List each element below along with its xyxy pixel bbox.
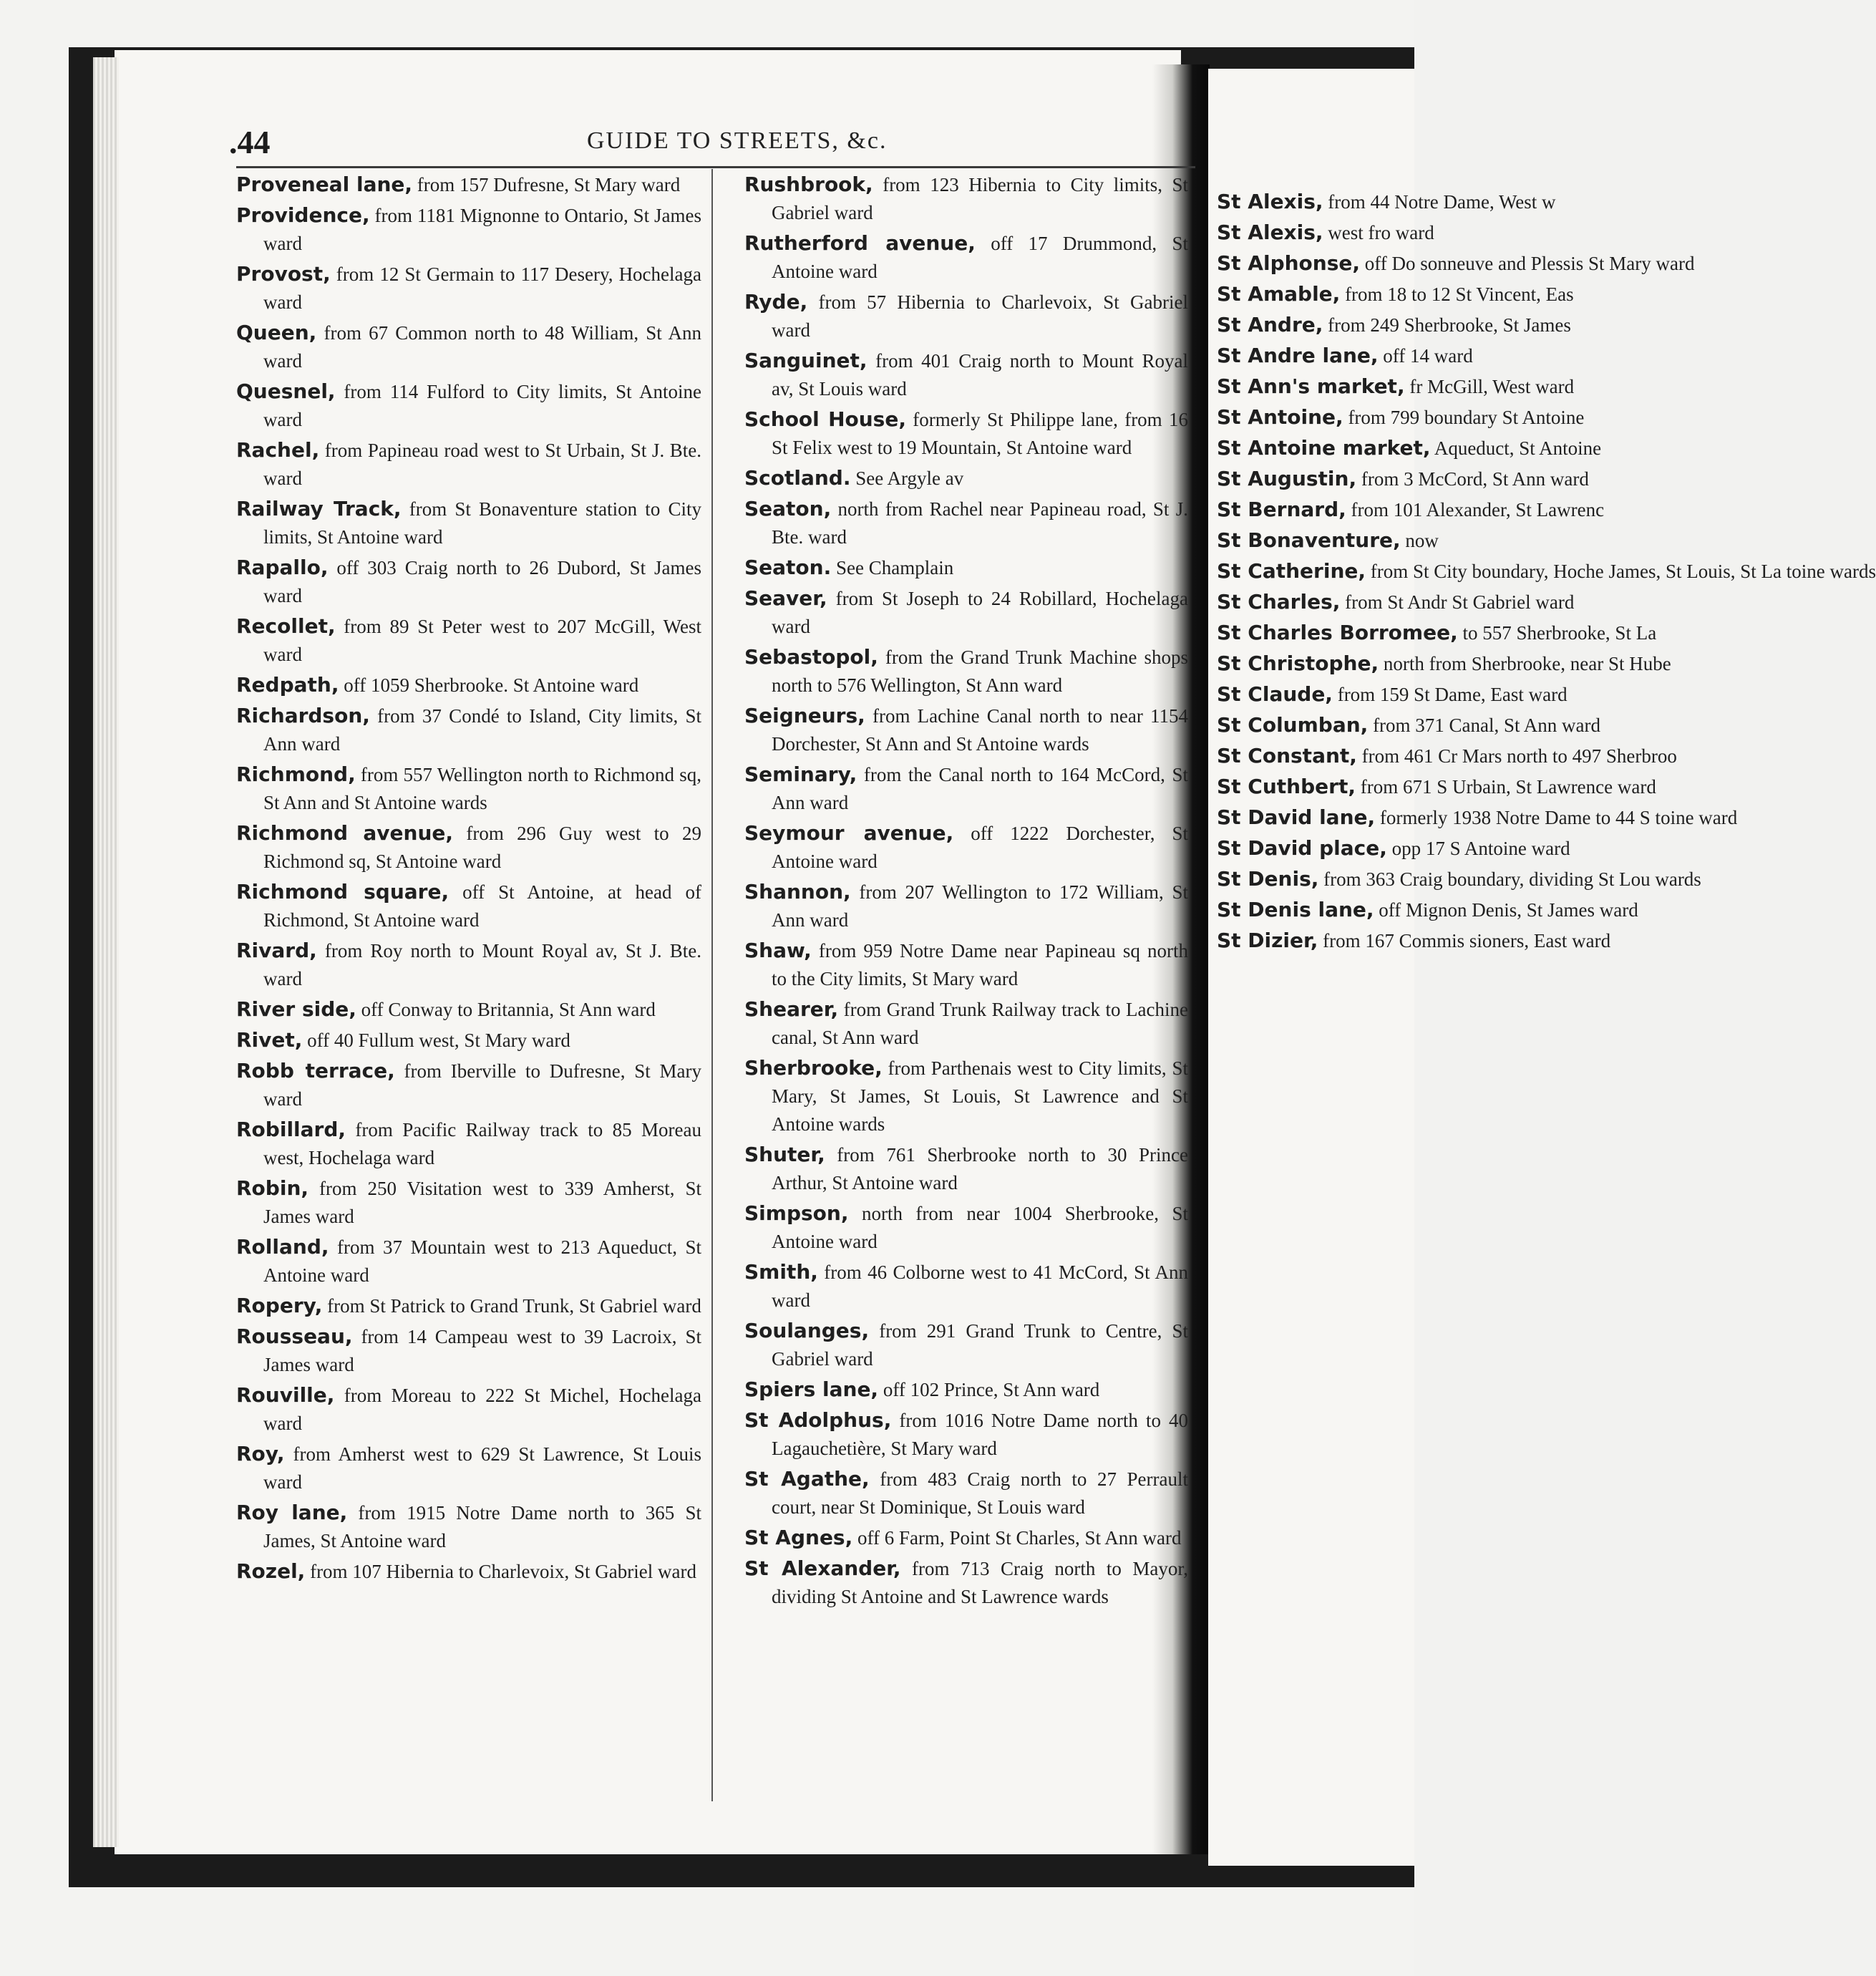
street-entry [236, 436, 701, 493]
street-description: from 483 Craig north to 27 Perrault court, near St Dominique, St Louis ward [772, 1468, 1189, 1518]
street-name: St Catherine, [1217, 559, 1366, 583]
street-description: from 57 Hibernia to Charlevoix, St Gabriel ward [772, 291, 1188, 341]
street-entry [744, 464, 1188, 493]
street-entry [744, 347, 1188, 403]
street-description: from Papineau road west to St Urbain, St J. Bte. ward [263, 440, 701, 489]
street-name: Seaton, [744, 497, 832, 520]
street-entry [744, 495, 1188, 551]
street-name: St Charles, [1217, 590, 1341, 614]
street-description: from Grand Trunk Railway track to Lachine canal, St Ann ward [772, 999, 1188, 1048]
street-description: west fro ward [1323, 222, 1434, 243]
street-description: from 1181 Mignonne to Ontario, St James ward [263, 205, 701, 254]
street-name: St Alexis, [1217, 190, 1323, 213]
street-description: from 1915 Notre Dame north to 365 St James, St Antoine ward [263, 1502, 701, 1551]
street-entry [236, 1292, 701, 1320]
street-description: from 114 Fulford to City limits, St Antoine ward [263, 381, 701, 430]
street-description: from 207 Wellington to 172 William, St Ann ward [772, 881, 1188, 931]
street-name: Ropery, [236, 1294, 323, 1317]
street-entry [744, 1524, 1188, 1552]
street-name: Rousseau, [236, 1324, 353, 1348]
street-description: from 44 Notre Dame, West w [1323, 191, 1556, 213]
street-name: Rivard, [236, 939, 317, 962]
street-entry [1217, 926, 1611, 955]
street-entry [744, 405, 1188, 462]
street-name: St Adolphus, [744, 1408, 892, 1432]
street-entry [1217, 311, 1571, 339]
street-entry [744, 170, 1188, 227]
street-entry [1217, 188, 1556, 216]
street-entry [744, 1406, 1188, 1463]
street-name: River side, [236, 997, 356, 1021]
street-entry [1217, 403, 1585, 432]
street-description: from the Canal north to 164 McCord, St Ann ward [772, 764, 1188, 813]
street-entry [1217, 680, 1568, 709]
street-description: from Parthenais west to City limits, St Mary, St James, St Louis, St Lawrence and St Antoine wards [772, 1057, 1188, 1135]
street-entry [1217, 249, 1695, 278]
street-description: from St Patrick to Grand Trunk, St Gabriel ward [322, 1295, 701, 1317]
street-entry [744, 995, 1188, 1052]
street-description: from 167 Commis sioners, East ward [1318, 930, 1611, 951]
street-name: Rushbrook, [744, 173, 873, 196]
street-name: Seminary, [744, 762, 857, 786]
street-entry [744, 1465, 1188, 1521]
street-entry [1217, 865, 1701, 893]
street-name: Providence, [236, 203, 370, 227]
street-description: from 401 Craig north to Mount Royal av, St Louis ward [772, 350, 1188, 399]
street-name: St Bonaventure, [1217, 528, 1401, 552]
street-name: Richmond avenue, [236, 821, 454, 845]
street-name: St David place, [1217, 836, 1387, 860]
street-description: from 157 Dufresne, St Mary ward [412, 174, 681, 195]
street-entry [1217, 896, 1638, 924]
street-entry [236, 319, 701, 375]
street-description: from 291 Grand Trunk to Centre, St Gabriel ward [772, 1320, 1188, 1370]
street-name: Rouville, [236, 1383, 335, 1407]
street-entry [744, 229, 1188, 286]
street-description: from Roy north to Mount Royal av, St J. Bte. ward [263, 940, 701, 989]
street-name: St Cuthbert, [1217, 775, 1356, 798]
street-name: Shannon, [744, 880, 851, 904]
street-description: from 371 Canal, St Ann ward [1368, 715, 1601, 736]
street-entry [1217, 588, 1575, 616]
street-description: Aqueduct, St Antoine [1430, 437, 1602, 459]
street-name: Smith, [744, 1260, 818, 1284]
street-name: Simpson, [744, 1201, 849, 1225]
street-description: off 1222 Dorchester, St Antoine ward [772, 823, 1188, 872]
street-name: St Alexis, [1217, 221, 1323, 244]
street-description: formerly 1938 Notre Dame to 44 S toine ward [1375, 807, 1738, 828]
street-description: from Pacific Railway track to 85 Moreau west, Hochelaga ward [263, 1119, 701, 1168]
street-entry [1217, 803, 1738, 832]
street-description: from St Bonaventure station to City limits, St Antoine ward [263, 498, 701, 548]
street-description: from Iberville to Dufresne, St Mary ward [263, 1060, 701, 1110]
street-description: from Lachine Canal north to near 1154 Dorchester, St Ann and St Antoine wards [772, 705, 1188, 755]
street-entry [744, 553, 1188, 582]
page-edges [93, 57, 119, 1847]
street-name: Rozel, [236, 1559, 306, 1583]
street-name: St Alexander, [744, 1556, 901, 1580]
street-name: St Columban, [1217, 713, 1369, 737]
street-entry [744, 1375, 1188, 1404]
street-entry [744, 643, 1188, 699]
street-description: from 363 Craig boundary, dividing St Lou wards [1318, 868, 1701, 890]
street-name: Richmond square, [236, 880, 449, 904]
street-entry [236, 377, 701, 434]
street-entry [744, 288, 1188, 344]
street-description: off 1059 Sherbrooke. St Antoine ward [339, 674, 639, 696]
street-name: Seaton. [744, 556, 832, 579]
street-name: Roy, [236, 1442, 285, 1466]
street-name: Richmond, [236, 762, 356, 786]
street-description: north from Sherbrooke, near St Hube [1379, 653, 1671, 674]
street-description: from 12 St Germain to 117 Desery, Hochelaga ward [263, 263, 701, 313]
street-entry [1217, 434, 1602, 462]
street-name: St Agnes, [744, 1526, 853, 1549]
street-description: now [1400, 530, 1439, 551]
street-name: Richardson, [236, 704, 370, 727]
street-entry [1217, 342, 1473, 370]
street-name: St Augustin, [1217, 467, 1357, 490]
street-description: fr McGill, West ward [1404, 376, 1575, 397]
street-entry [236, 1498, 701, 1555]
street-name: Redpath, [236, 673, 339, 697]
street-name: Sebastopol, [744, 645, 878, 669]
street-name: Proveneal lane, [236, 173, 413, 196]
street-entry [1217, 372, 1575, 401]
street-entry [1217, 280, 1574, 309]
street-name: St Amable, [1217, 282, 1341, 306]
street-entry [236, 612, 701, 669]
street-name: Railway Track, [236, 497, 402, 520]
street-entry [236, 1115, 701, 1172]
street-entry [744, 1199, 1188, 1256]
street-name: Rolland, [236, 1235, 329, 1259]
street-entry [236, 260, 701, 316]
street-name: St Antoine market, [1217, 436, 1431, 460]
street-description: from 296 Guy west to 29 Richmond sq, St Antoine ward [263, 823, 701, 872]
street-description: from St City boundary, Hoche James, St Louis, St La toine wards [1366, 561, 1876, 582]
street-description: off 102 Prince, St Ann ward [878, 1379, 1100, 1400]
street-name: Sherbrooke, [744, 1056, 883, 1080]
street-entry [236, 1057, 701, 1113]
left-column [236, 170, 701, 1588]
street-entry [744, 1054, 1188, 1138]
street-name: Provost, [236, 262, 331, 286]
street-name: Rapallo, [236, 556, 329, 579]
street-description: from 37 Condé to Island, City limits, St Ann ward [263, 705, 701, 755]
street-description: from 461 Cr Mars north to 497 Sherbroo [1356, 745, 1677, 767]
street-entry [744, 1140, 1188, 1197]
street-name: St Antoine, [1217, 405, 1343, 429]
street-entry [744, 819, 1188, 876]
street-entry [1217, 711, 1601, 740]
street-description: from 671 S Urbain, St Lawrence ward [1355, 776, 1656, 798]
street-description: See Champlain [831, 557, 954, 578]
street-name: Shaw, [744, 939, 812, 962]
street-description: north from near 1004 Sherbrooke, St Antoine ward [772, 1203, 1188, 1252]
street-entry [236, 170, 701, 199]
page-number: .44 [229, 124, 271, 160]
street-description: from 101 Alexander, St Lawrenc [1346, 499, 1605, 520]
street-name: Seymour avenue, [744, 821, 954, 845]
street-name: Sanguinet, [744, 349, 867, 372]
street-entry [744, 936, 1188, 993]
header-rule [236, 166, 1195, 168]
street-description: from 89 St Peter west to 207 McGill, West ward [263, 616, 701, 665]
street-name: St David lane, [1217, 805, 1376, 829]
street-entry [236, 1233, 701, 1289]
street-entry [236, 760, 701, 817]
street-name: Shuter, [744, 1143, 825, 1166]
street-name: Spiers lane, [744, 1377, 879, 1401]
street-name: St Christophe, [1217, 652, 1379, 675]
street-name: St Dizier, [1217, 929, 1318, 952]
running-head: GUIDE TO STREETS, &c. [587, 127, 888, 154]
street-description: to 557 Sherbrooke, St La [1457, 622, 1657, 644]
street-name: St Claude, [1217, 682, 1333, 706]
street-description: from 3 McCord, St Ann ward [1356, 468, 1589, 490]
street-description: from 123 Hibernia to City limits, St Gabriel ward [772, 174, 1188, 223]
street-description: opp 17 S Antoine ward [1386, 838, 1570, 859]
street-entry [236, 671, 701, 699]
street-name: St Denis, [1217, 867, 1319, 891]
street-description: from St Joseph to 24 Robillard, Hochelaga ward [772, 588, 1188, 637]
page-header [229, 123, 1202, 166]
street-entry [236, 1381, 701, 1438]
street-entry [236, 1440, 701, 1496]
street-entry [1217, 218, 1434, 247]
street-name: Ryde, [744, 290, 808, 314]
street-entry [744, 702, 1188, 758]
street-description: from 14 Campeau west to 39 Lacroix, St James ward [263, 1326, 701, 1375]
street-entry [236, 495, 701, 551]
street-description: off St Antoine, at head of Richmond, St Antoine ward [263, 881, 701, 931]
street-description: from Moreau to 222 St Michel, Hochelaga ward [263, 1385, 701, 1434]
street-description: off Conway to Britannia, St Ann ward [356, 999, 656, 1020]
street-name: Recollet, [236, 614, 336, 638]
street-description: from 46 Colborne west to 41 McCord, St Ann ward [772, 1261, 1188, 1311]
street-entry [1217, 526, 1439, 555]
street-description: from 799 boundary St Antoine [1343, 407, 1585, 428]
street-description: off Mignon Denis, St James ward [1374, 899, 1638, 921]
street-description: from 250 Visitation west to 339 Amherst, St James ward [263, 1178, 701, 1227]
street-entry [1217, 834, 1570, 863]
street-entry [1217, 649, 1671, 678]
street-name: Seigneurs, [744, 704, 865, 727]
street-name: Roy lane, [236, 1501, 348, 1524]
street-name: St Andre lane, [1217, 344, 1379, 367]
street-description: off 14 ward [1378, 345, 1473, 367]
middle-column [744, 170, 1188, 1613]
street-name: Robin, [236, 1176, 309, 1200]
street-entry [236, 201, 701, 258]
street-name: St Ann's market, [1217, 374, 1405, 398]
street-description: north from Rachel near Papineau road, St J. Bte. ward [772, 498, 1188, 548]
street-name: St Bernard, [1217, 498, 1346, 521]
street-entry [236, 702, 701, 758]
street-entry [744, 584, 1188, 641]
street-entry [1217, 619, 1657, 647]
street-entry [744, 760, 1188, 817]
street-name: Scotland. [744, 466, 851, 490]
street-description: from Amherst west to 629 St Lawrence, St Louis ward [263, 1443, 701, 1493]
street-description: off Do sonneuve and Plessis St Mary ward [1360, 253, 1695, 274]
street-entry [744, 878, 1188, 934]
street-name: Rivet, [236, 1028, 303, 1052]
street-description: off 303 Craig north to 26 Dubord, St James ward [263, 557, 701, 606]
street-entry [1217, 557, 1876, 586]
street-description: from 107 Hibernia to Charlevoix, St Gabriel ward [305, 1561, 696, 1582]
column-divider [711, 169, 713, 1801]
street-description: off 17 Drummond, St Antoine ward [772, 233, 1188, 282]
street-entry [744, 1258, 1188, 1314]
street-description: from the Grand Trunk Machine shops north to 576 Wellington, St Ann ward [772, 646, 1188, 696]
street-name: Rutherford avenue, [744, 231, 976, 255]
street-description: from 159 St Dame, East ward [1332, 684, 1568, 705]
street-entry [236, 1174, 701, 1231]
street-entry [236, 1557, 701, 1586]
street-description: formerly St Philippe lane, from 16 St Felix west to 19 Mountain, St Antoine ward [772, 409, 1188, 458]
street-entry [236, 878, 701, 934]
street-name: Robillard, [236, 1118, 346, 1141]
street-entry [1217, 465, 1589, 493]
street-description: off 6 Farm, Point St Charles, St Ann ward [852, 1527, 1182, 1549]
street-entry [744, 1317, 1188, 1373]
street-name: Rachel, [236, 438, 320, 462]
street-description: from 713 Craig north to Mayor, dividing St Antoine and St Lawrence wards [772, 1558, 1189, 1607]
street-name: St Agathe, [744, 1467, 870, 1491]
street-entry [236, 995, 701, 1024]
street-description: from 1016 Notre Dame north to 40 Lagauchetière, St Mary ward [772, 1410, 1188, 1459]
street-description: off 40 Fullum west, St Mary ward [302, 1030, 570, 1051]
street-name: St Alphonse, [1217, 251, 1361, 275]
street-name: Quesnel, [236, 379, 336, 403]
street-entry [1217, 495, 1605, 524]
street-name: Soulanges, [744, 1319, 870, 1342]
street-description: from 557 Wellington north to Richmond sq, St Ann and St Antoine wards [263, 764, 701, 813]
street-name: Seaver, [744, 586, 827, 610]
street-description: from St Andr St Gabriel ward [1340, 591, 1575, 613]
street-name: St Charles Borromee, [1217, 621, 1458, 644]
street-description: from 37 Mountain west to 213 Aqueduct, St Antoine ward [263, 1236, 701, 1286]
street-description: from 67 Common north to 48 William, St Ann ward [263, 322, 701, 372]
street-entry [236, 553, 701, 610]
street-description: from 249 Sherbrooke, St James [1323, 314, 1571, 336]
street-description: from 959 Notre Dame near Papineau sq north to the City limits, St Mary ward [772, 940, 1188, 989]
street-name: Queen, [236, 321, 317, 344]
street-name: St Denis lane, [1217, 898, 1374, 921]
street-entry [236, 1026, 701, 1055]
street-description: from 18 to 12 St Vincent, Eas [1340, 284, 1574, 305]
street-entry [1217, 773, 1656, 801]
street-description: See Argyle av [850, 468, 964, 489]
street-entry [744, 1554, 1188, 1611]
street-name: Shearer, [744, 997, 839, 1021]
street-entry [236, 1322, 701, 1379]
street-description: from 761 Sherbrooke north to 30 Prince Arthur, St Antoine ward [772, 1144, 1188, 1193]
street-entry [236, 936, 701, 993]
street-entry [236, 819, 701, 876]
right-column [1217, 188, 1876, 957]
street-name: Robb terrace, [236, 1059, 395, 1083]
street-name: School House, [744, 407, 906, 431]
street-name: St Andre, [1217, 313, 1323, 336]
street-entry [1217, 742, 1677, 770]
street-name: St Constant, [1217, 744, 1357, 767]
